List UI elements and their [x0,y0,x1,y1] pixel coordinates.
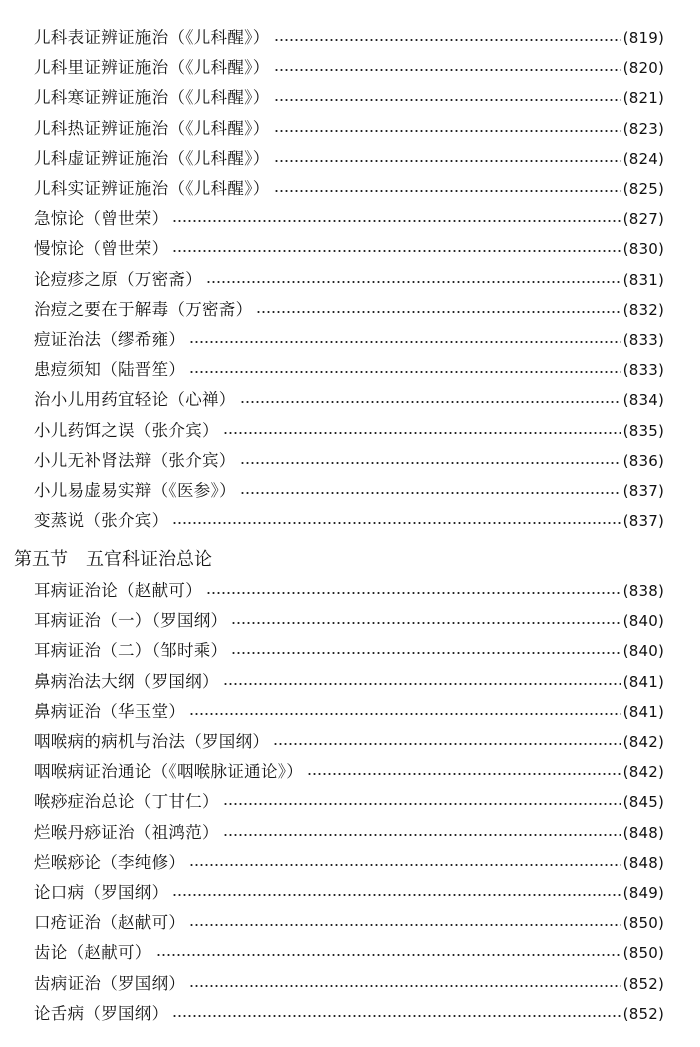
entry-title: 烂喉痧论（李纯修） [34,852,186,872]
toc-entry [34,578,664,604]
toc-entry [34,910,664,936]
toc-entry [34,146,664,172]
dot-leader [274,39,621,41]
entry-page-number: (830) [622,240,664,259]
dot-leader [231,652,620,654]
entry-title: 儿科表证辨证施治（《儿科醒》） [34,28,270,47]
dot-leader [172,220,620,222]
entry-title: 齿病证治（罗国纲） [34,973,186,993]
dot-leader [189,713,620,715]
entry-title: 儿科实证辨证施治（《儿科醒》） [34,179,270,198]
toc-entry [34,669,664,695]
dot-leader [274,99,621,101]
dot-leader [206,592,621,594]
dot-leader [307,773,621,775]
entry-title: 耳病证治论（赵献可） [34,581,202,600]
entry-page-number: (821) [622,89,664,108]
entry-title: 鼻病治法大纲（罗国纲） [34,671,219,691]
entry-title: 儿科寒证辨证施治（《儿科醒》） [34,88,270,108]
toc-entry [34,357,664,383]
dot-leader [189,371,620,373]
entry-title: 痘证治法（缪希雍） [34,330,186,349]
dot-leader [274,190,621,192]
toc-entry [34,638,664,664]
dot-leader [240,401,621,403]
entry-page-number: (824) [622,149,664,168]
dot-leader [273,743,620,745]
toc-entry [34,387,664,413]
entry-page-number: (852) [622,974,664,993]
dot-leader [223,834,621,836]
toc-entry [34,236,664,262]
dot-leader [223,803,621,805]
toc-entry [34,206,664,232]
dot-leader [223,432,621,434]
entry-title: 小儿药饵之误（张介宾） [34,420,219,440]
entry-page-number: (819) [622,29,664,47]
entry-title: 咽喉病证治通论（《咽喉脉证通论》） [34,762,304,782]
entry-page-number: (835) [622,421,664,440]
dot-leader [206,281,621,283]
entry-title: 慢惊论（曾世荣） [34,239,169,259]
entry-page-number: (831) [622,270,664,289]
dot-leader [274,69,621,71]
toc-entry [34,940,664,966]
entry-page-number: (820) [622,59,664,78]
entry-page-number: (852) [622,1004,664,1023]
entry-page-number: (842) [622,733,664,751]
entry-title: 儿科里证辨证施治（《儿科醒》） [34,58,270,78]
entry-title: 烂喉丹痧证治（祖鸿范） [34,822,219,842]
dot-leader [189,985,620,987]
entry-title: 儿科虚证辨证施治（《儿科醒》） [34,148,270,168]
dot-leader [189,341,620,343]
entry-page-number: (840) [622,612,664,631]
entry-title: 急惊论（曾世荣） [34,209,169,229]
toc-entry [34,116,664,142]
entry-title: 患痘须知（陆晋笙） [34,360,186,380]
dot-leader [189,864,620,866]
entry-page-number: (833) [622,361,664,380]
toc-entry [34,85,664,111]
toc-entry [34,55,664,81]
toc-entry [34,820,664,846]
entry-page-number: (848) [622,853,664,872]
entry-title: 口疮证治（赵献可） [34,913,186,933]
dot-leader [172,894,620,896]
entry-page-number: (837) [622,512,664,531]
toc-entry [34,759,664,785]
entry-page-number: (827) [622,210,664,229]
dot-leader [223,683,621,685]
toc-entry [34,327,664,353]
entry-title: 咽喉病的病机与治法（罗国纲） [34,732,270,751]
entry-page-number: (840) [622,642,664,661]
toc-entry [34,297,664,323]
entry-page-number: (823) [622,119,664,138]
entry-title: 治小儿用药宜轻论（心禅） [34,390,236,410]
entry-page-number: (848) [622,823,664,842]
entry-title: 耳病证治（一）（罗国纲） [34,611,228,631]
entry-page-number: (850) [622,944,664,963]
dot-leader [172,250,620,252]
entry-page-number: (850) [622,914,664,933]
entry-title: 论口病（罗国纲） [34,883,169,902]
toc-entry [34,699,664,725]
toc-entry [34,448,664,474]
entry-title: 论舌病（罗国纲） [34,1003,169,1023]
toc-entry [34,418,664,444]
dot-leader [274,130,621,132]
dot-leader [240,492,621,494]
toc-entry [34,508,664,534]
entry-page-number: (838) [622,582,664,600]
entry-page-number: (832) [622,300,664,319]
entry-page-number: (841) [622,672,664,691]
entry-title: 儿科热证辨证施治（《儿科醒》） [34,118,270,138]
entry-title: 鼻病证治（华玉堂） [34,701,186,721]
section-title: 五官科证治总论 [86,549,212,570]
toc-entry [34,971,664,997]
entry-title: 耳病证治（二）（邹时乘） [34,641,228,661]
dot-leader [172,522,620,524]
dot-leader [256,311,620,313]
dot-leader [189,924,620,926]
entry-title: 小儿易虚易实辩（《医参》） [34,481,236,500]
toc-entry [34,267,664,293]
toc-entry [34,25,664,51]
dot-leader [274,160,621,162]
section-number: 第五节 [14,549,68,570]
toc-entry [34,1001,664,1027]
dot-leader [156,954,621,956]
entry-page-number: (841) [622,702,664,721]
entry-page-number: (849) [622,884,664,902]
entry-page-number: (836) [622,451,664,470]
entry-title: 变蒸说（张介宾） [34,511,169,531]
dot-leader [231,622,620,624]
entry-page-number: (834) [622,391,664,410]
entry-page-number: (833) [622,331,664,349]
entry-page-number: (825) [622,180,664,198]
toc-entry [34,880,664,906]
entry-page-number: (837) [622,482,664,500]
entry-page-number: (845) [622,793,664,812]
dot-leader [172,1015,620,1017]
entry-page-number: (842) [622,763,664,782]
entry-title: 喉痧症治总论（丁甘仁） [34,792,219,812]
section-heading [14,546,212,574]
toc-entry [34,478,664,504]
dot-leader [240,462,621,464]
entry-title: 齿论（赵献可） [34,943,152,963]
toc-entry [34,850,664,876]
toc-entry [34,608,664,634]
entry-title: 治痘之要在于解毒（万密斋） [34,299,253,319]
entry-title: 小儿无补肾法辩（张介宾） [34,450,236,470]
entry-title: 论痘疹之原（万密斋） [34,269,202,289]
toc-entry [34,729,664,755]
toc-entry [34,789,664,815]
toc-entry [34,176,664,202]
